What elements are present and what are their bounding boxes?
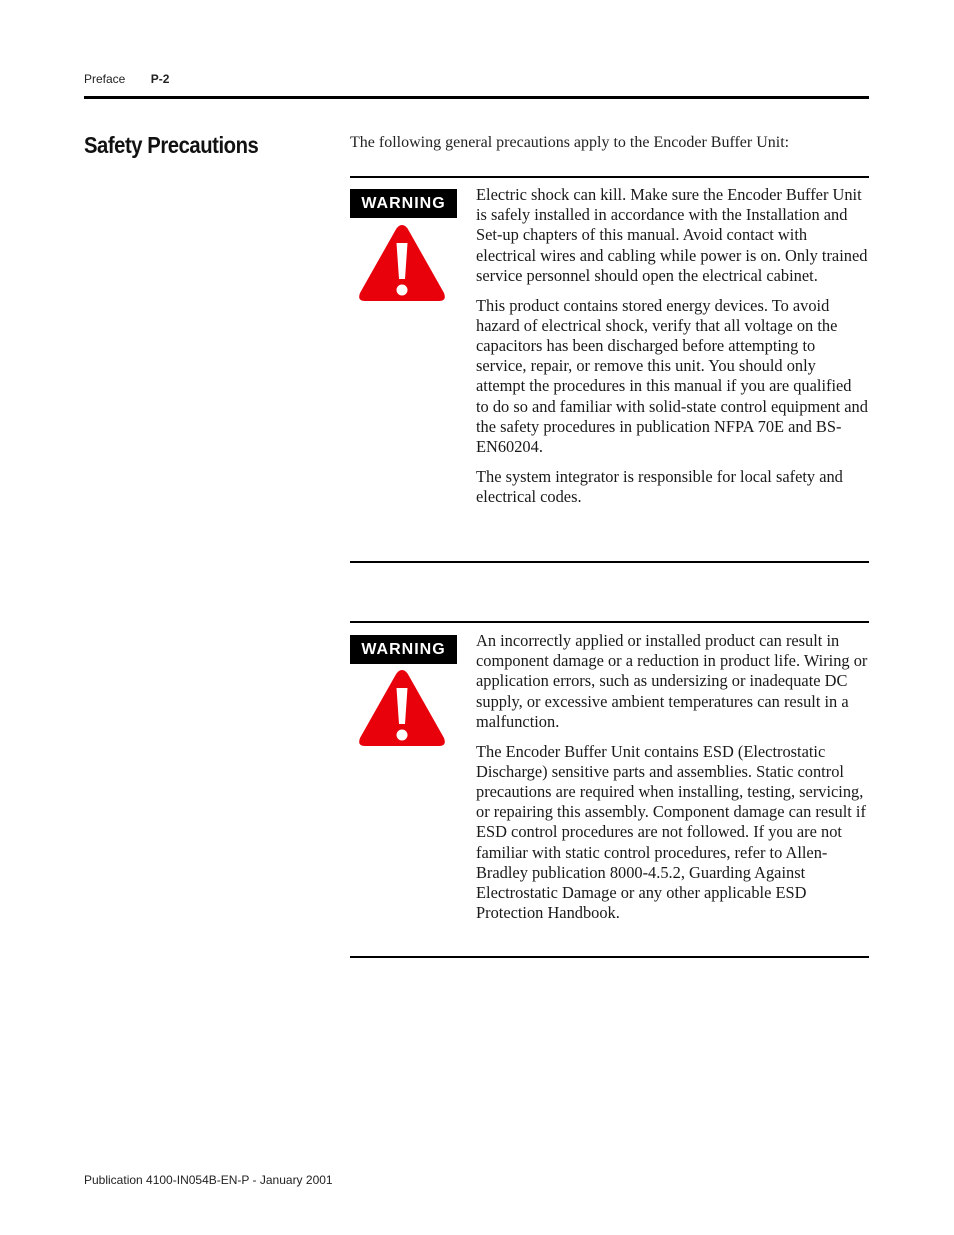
warning-1-label: WARNING [350,189,457,218]
header-page-number: P-2 [150,72,170,86]
exclamation-triangle-icon [357,668,447,748]
warning-1-paragraph-1: Electric shock can kill. Make sure the Encoder Buffer Unit is safely installed in accordance with the Installation and Set-up chapters of this manual. Avoid contact with electrical wires and cabling while power is on. Only trained service personnel should open the electrical cabinet. [476,185,868,285]
intro-text: The following general precautions apply to the Encoder Buffer Unit: [350,134,790,151]
warning-1-text [476,185,868,517]
warning-1-paragraph-2: This product contains stored energy devices. To avoid hazard of electrical shock, verify that all voltage on the capacitors has been discharged before attempting to service, repair, or remove this unit. You should only attempt the procedures in this manual if you are qualified to do so and familiar with solid-state control equipment and the safety procedures in publication NFPA 70E and BS-EN60204. [476,295,868,456]
header-rule [84,96,869,99]
warning-2-label: WARNING [350,635,457,664]
header-section: Preface [84,72,126,86]
running-header [84,72,169,86]
warning-1-paragraph-3: The system integrator is responsible for local safety and electrical codes. [476,466,843,506]
warning-2-top-rule [350,621,869,623]
exclamation-triangle-icon [357,223,447,303]
warning-2-bottom-rule [350,956,869,958]
warning-1-bottom-rule [350,561,869,563]
warning-2-text [476,631,868,933]
warning-2-paragraph-1: An incorrectly applied or installed product can result in component damage or a reduction in product life. Wiring or application errors, such as undersizing or inadequate DC supply, or excessive ambient temperatures can result in a malfunction. [476,631,868,731]
warning-2-paragraph-2: The Encoder Buffer Unit contains ESD (Electrostatic Discharge) sensitive parts and assemblies. Static control precautions are required when installing, testing, servicing, or repairing this assembly. Component damage can result if ESD control procedures are not followed. If you are not familiar with static control procedures, refer to Allen-Bradley publication 8000-4.5.2, Guarding Against Electrostatic Damage or any other applicable ESD Protection Handbook. [476,741,866,923]
publication-footer: Publication 4100-IN054B-EN-P - January 2001 [84,1173,333,1187]
section-title: Safety Precautions [84,132,259,158]
warning-1-top-rule [350,176,869,178]
